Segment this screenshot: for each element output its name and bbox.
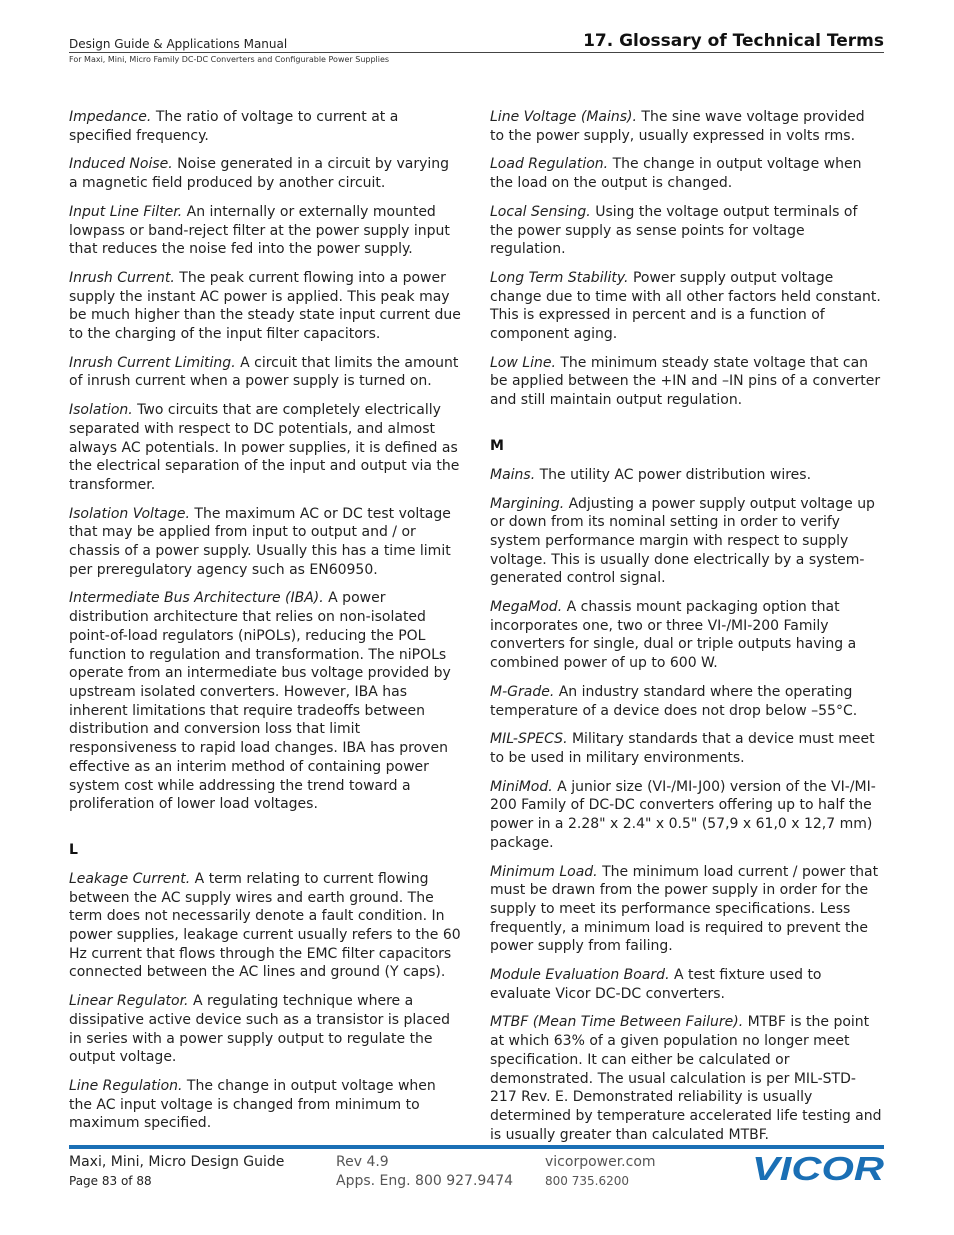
glossary-entry xyxy=(490,778,882,853)
glossary-term: Low Line. xyxy=(490,354,556,371)
glossary-entry xyxy=(69,155,461,192)
left-entries xyxy=(69,108,461,814)
section-title: 17. Glossary of Technical Terms xyxy=(583,31,884,51)
glossary-definition: A term relating to current flowing between the AC supply wires and earth ground. The term does not necessarily denote a fault condition. In power supplies, leakage current usually refers to the 60 Hz current that flows through the EMC filter capacitors connected between the AC lines and ground (Y caps). xyxy=(69,870,461,981)
glossary-entry xyxy=(69,992,461,1067)
glossary-definition: An internally or externally mounted lowpass or band-reject filter at the power supply input that reduces the noise fed into the power supply. xyxy=(69,203,450,258)
doc-title: Design Guide & Applications Manual xyxy=(69,37,288,51)
glossary-definition: The change in output voltage when the AC input voltage is changed from minimum to maximum specified. xyxy=(69,1077,436,1132)
glossary-entry xyxy=(69,401,461,495)
glossary-definition: A test fixture used to evaluate Vicor DC-DC converters. xyxy=(490,967,822,1002)
footer-apps-eng: Apps. Eng. 800 927.9474 xyxy=(336,1173,514,1189)
glossary-definition: Adjusting a power supply output voltage up or down from its nominal setting in order to verify system performance margin with respect to supply voltage. This is usually done electrically by a system-generated control signal. xyxy=(490,495,875,587)
glossary-definition: Noise generated in a circuit by varying a magnetic field produced by another circuit. xyxy=(69,156,450,192)
doc-subtitle: For Maxi, Mini, Micro Family DC-DC Converters and Configurable Power Supplies xyxy=(69,55,390,64)
glossary-entry xyxy=(490,1013,882,1144)
glossary-entry xyxy=(490,155,882,192)
glossary-entry xyxy=(490,495,882,589)
glossary-entry xyxy=(69,354,461,391)
glossary-term: Long Term Stability. xyxy=(490,269,629,286)
glossary-definition: The ratio of voltage to current at a specified frequency. xyxy=(69,109,399,144)
glossary-entry xyxy=(490,730,882,767)
glossary-term: Local Sensing. xyxy=(490,203,591,220)
glossary-term: Impedance. xyxy=(69,109,152,125)
glossary-term: M-Grade. xyxy=(490,683,555,700)
glossary-definition: A chassis mount packaging option that incorporates one, two or three VI-/MI-200 Family converters for single, dual or triple outputs having a combined power of up to 600 W. xyxy=(490,599,857,672)
section-l-entries xyxy=(69,870,461,1133)
glossary-entry xyxy=(490,598,882,673)
glossary-definition: A power distribution architecture that relies on non-isolated point-of-load regulators (niPOLs), reducing the POL function to regulation and transformation. The niPOLs operate from an intermediate bus voltage provided by upstream isolated converters. However, IBA has inherent limitations that require tradeoffs between distribution and conversion loss that limit responsiveness to rapid load changes. IBA has proven effective as an interim method of containing power system cost while addressing the trend toward a proliferation of lower load voltages. xyxy=(69,590,451,813)
glossary-definition: Using the voltage output terminals of the power supply as sense points for voltage regulation. xyxy=(490,203,858,258)
glossary-term: Load Regulation. xyxy=(490,156,609,173)
glossary-definition: A junior size (VI-/MI-J00) version of the VI-/MI-200 Family of DC-DC converters offering up to half the power in a 2.28" x 2.4" x 0.5" (57,9 x 61,0 x 12,7 mm) package. xyxy=(490,778,876,851)
glossary-definition: The change in output voltage when the load on the output is changed. xyxy=(490,156,862,192)
right-entries xyxy=(490,108,882,410)
footer-guide-name: Maxi, Mini, Micro Design Guide xyxy=(69,1154,285,1170)
footer-contact xyxy=(545,1153,656,1191)
glossary-definition: Two circuits that are completely electrically separated with respect to DC potentials, and almost always AC potentials. In power supplies, it is defined as the electrical separation of the input and output via the transformer. xyxy=(69,402,460,493)
glossary-definition: The minimum load current / power that must be drawn from the power supply in order for the supply to meet its performance specifications. Less frequently, a minimum load is required to prevent the power supply from failing. xyxy=(490,863,879,955)
footer-website: vicorpower.com xyxy=(545,1154,656,1170)
left-column xyxy=(69,108,461,1143)
glossary-definition: Military standards that a device must meet to be used in military environments. xyxy=(490,731,875,766)
glossary-entry xyxy=(490,966,882,1003)
glossary-term: Mains. xyxy=(490,466,536,483)
glossary-definition: An industry standard where the operating temperature of a device does not drop below –55°C. xyxy=(490,683,858,719)
glossary-entry xyxy=(490,108,882,145)
section-m-entries xyxy=(490,466,882,1145)
vicor-logo-text: VICOR xyxy=(752,1152,885,1184)
glossary-definition: The sine wave voltage provided to the power supply, usually expressed in volts rms. xyxy=(490,109,865,144)
glossary-term: Linear Regulator. xyxy=(69,993,189,1010)
vicor-logo xyxy=(752,1152,886,1184)
glossary-term: Module Evaluation Board. xyxy=(490,967,670,984)
glossary-definition: MTBF is the point at which 63% of a given population no longer meet specification. It can either be calculated or demonstrated. The usual calculation is per MIL-STD-217 Rev. E. Demonstrated reliability is usually determined by temperature accelerated life testing and is usually greater than calculated MTBF. xyxy=(490,1014,882,1143)
section-letter-l: L xyxy=(69,841,78,858)
footer-rev xyxy=(336,1153,513,1191)
glossary-entry xyxy=(490,863,882,957)
glossary-entry xyxy=(490,466,882,485)
glossary-term: Isolation Voltage. xyxy=(69,505,190,522)
glossary-definition: A regulating technique where a dissipative active device such as a transistor is placed in series with a power supply output to regulate the output voltage. xyxy=(69,993,451,1066)
glossary-definition: The maximum AC or DC test voltage that may be applied from input to output and / or chassis of a power supply. Usually this has a time limit per preregulatory agency such as EN60950. xyxy=(69,505,451,578)
glossary-term: Line Regulation. xyxy=(69,1077,183,1094)
glossary-definition: Power supply output voltage change due to time with all other factors held constant. This is expressed in percent and is a function of component aging. xyxy=(490,269,881,343)
glossary-entry xyxy=(490,354,882,410)
glossary-term: Line Voltage (Mains). xyxy=(490,109,637,125)
glossary-term: Inrush Current Limiting. xyxy=(69,354,236,371)
header-divider xyxy=(69,52,884,53)
footer-rev-number: Rev 4.9 xyxy=(336,1154,389,1170)
glossary-definition: The minimum steady state voltage that can be applied between the +IN and –IN pins of a converter and still maintain output regulation. xyxy=(490,354,881,409)
footer-phone: 800 735.6200 xyxy=(545,1174,629,1188)
glossary-term: Margining. xyxy=(490,495,565,512)
glossary-term: MiniMod. xyxy=(490,778,553,795)
glossary-entry xyxy=(69,505,461,580)
glossary-entry xyxy=(69,870,461,982)
header-left xyxy=(69,37,389,65)
glossary-term: Input Line Filter. xyxy=(69,203,183,220)
glossary-term: Intermediate Bus Architecture (IBA). xyxy=(69,590,324,607)
glossary-entry xyxy=(69,203,461,259)
glossary-term: MTBF (Mean Time Between Failure). xyxy=(490,1014,744,1031)
glossary-term: Inrush Current. xyxy=(69,269,175,286)
glossary-entry xyxy=(490,203,882,259)
section-letter-m: M xyxy=(490,437,504,454)
glossary-term: MegaMod. xyxy=(490,599,563,616)
glossary-entry xyxy=(490,269,882,344)
glossary-entry xyxy=(69,1077,461,1133)
glossary-entry xyxy=(69,589,461,813)
right-column xyxy=(490,108,882,1154)
glossary-term: Induced Noise. xyxy=(69,156,173,173)
glossary-term: Isolation. xyxy=(69,402,133,419)
footer-guide xyxy=(69,1153,284,1191)
footer-page-number: Page 83 of 88 xyxy=(69,1174,152,1188)
glossary-definition: A circuit that limits the amount of inrush current when a power supply is turned on. xyxy=(69,354,459,390)
glossary-definition: The peak current flowing into a power supply the instant AC power is applied. This peak may be much higher than the steady state input current due to the charging of the input filter capacitors. xyxy=(69,269,461,343)
glossary-term: Minimum Load. xyxy=(490,863,598,880)
glossary-entry xyxy=(69,269,461,344)
glossary-definition: The utility AC power distribution wires. xyxy=(535,466,812,483)
glossary-entry xyxy=(69,108,461,145)
footer-divider xyxy=(69,1145,884,1149)
glossary-entry xyxy=(490,683,882,720)
glossary-term: Leakage Current. xyxy=(69,870,191,887)
glossary-term: MIL-SPECS. xyxy=(490,731,568,748)
